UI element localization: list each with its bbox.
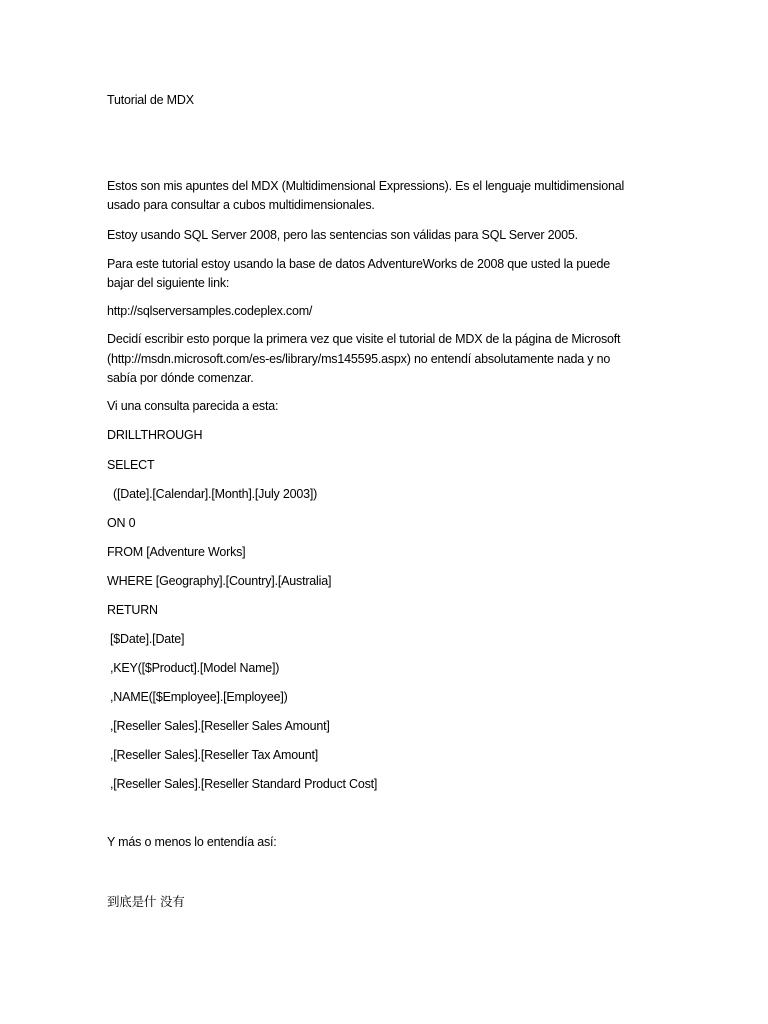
closing-paragraph: Y más o menos lo entendía así: [107,835,277,849]
code-line: ,NAME([$Employee].[Employee]) [110,690,288,704]
code-line: SELECT [107,458,155,472]
reason-paragraph-line-1: Decidí escribir esto porque la primera vez que visite el tutorial de MDX de la página de Microsoft [107,332,621,346]
reason-paragraph-line-2: (http://msdn.microsoft.com/es-es/library/ms145595.aspx) no entendí absolutamente nada y no [107,352,611,366]
code-line: ([Date].[Calendar].[Month].[July 2003]) [113,487,318,501]
intro-paragraph-line-1: Estos son mis apuntes del MDX (Multidimensional Expressions). Es el lenguaje multidimensional [107,179,625,193]
code-line: ,[Reseller Sales].[Reseller Tax Amount] [110,748,319,762]
code-line: ,[Reseller Sales].[Reseller Sales Amount] [110,719,330,733]
code-line: ,[Reseller Sales].[Reseller Standard Product Cost] [110,777,378,791]
code-line: FROM [Adventure Works] [107,545,246,559]
code-line: RETURN [107,603,158,617]
chinese-text: 到底是什 没有 [107,894,185,909]
code-line: ON 0 [107,516,136,530]
query-intro: Vi una consulta parecida a esta: [107,399,279,413]
reason-paragraph-line-3: sabía por dónde comenzar. [107,371,254,385]
database-paragraph-line-1: Para este tutorial estoy usando la base de datos AdventureWorks de 2008 que usted la puede [107,257,610,271]
code-line: ,KEY([$Product].[Model Name]) [110,661,280,675]
database-paragraph-line-2: bajar del siguiente link: [107,276,230,290]
code-line: [$Date].[Date] [110,632,185,646]
sql-server-paragraph: Estoy usando SQL Server 2008, pero las sentencias son válidas para SQL Server 2005. [107,228,578,242]
codeplex-link[interactable]: http://sqlserversamples.codeplex.com/ [107,304,313,318]
intro-paragraph-line-2: usado para consultar a cubos multidimensionales. [107,198,375,212]
code-line: DRILLTHROUGH [107,428,203,442]
code-line: WHERE [Geography].[Country].[Australia] [107,574,332,588]
document-title: Tutorial de MDX [107,93,194,107]
